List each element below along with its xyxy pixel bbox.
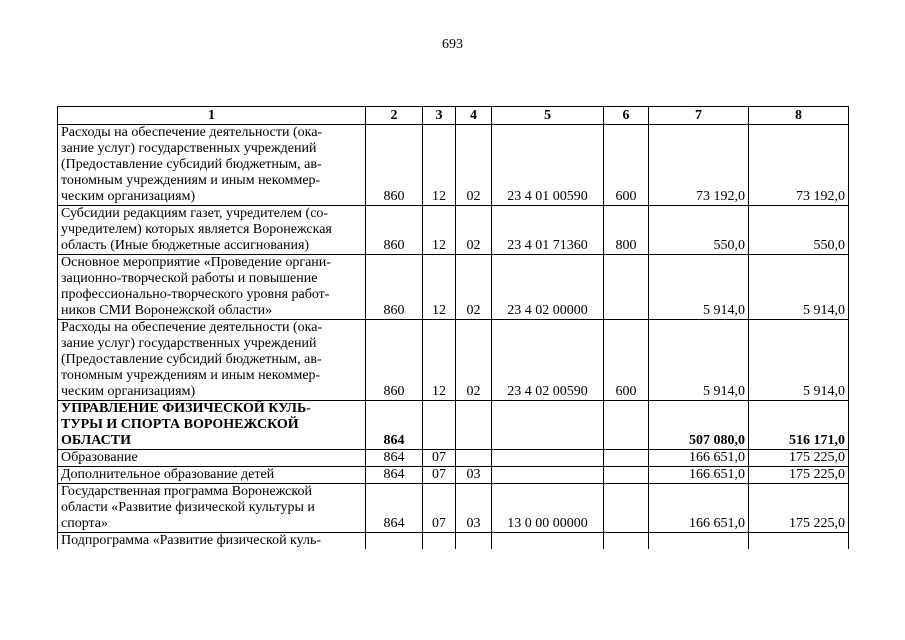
amount-year-1: 507 080,0	[649, 401, 749, 450]
expense-type-code: 800	[604, 206, 649, 255]
amount-year-2: 5 914,0	[749, 320, 849, 401]
chapter-code: 860	[366, 206, 423, 255]
target-article-code: 23 4 02 00590	[492, 320, 604, 401]
amount-year-1: 5 914,0	[649, 320, 749, 401]
row-name: Дополнительное образование детей	[58, 467, 366, 484]
chapter-code: 860	[366, 320, 423, 401]
table-row	[58, 533, 849, 550]
row-name: Субсидии редакциям газет, учредителем (со- учредителем) которых является Воронежская область (Иные бюджетные ассигнования)	[58, 206, 366, 255]
row-name: Образование	[58, 450, 366, 467]
target-article-code	[492, 467, 604, 484]
target-article-code: 13 0 00 00000	[492, 484, 604, 533]
subsection-code: 03	[456, 484, 492, 533]
amount-year-2: 550,0	[749, 206, 849, 255]
table-row	[58, 401, 849, 450]
row-name: Основное мероприятие «Проведение органи- зационно-творческой работы и повышение профессионально-творческого уровня работ- ников СМИ Воронежской области»	[58, 255, 366, 320]
target-article-code	[492, 401, 604, 450]
table-body	[58, 125, 849, 550]
column-header: 7	[649, 107, 749, 125]
expense-type-code	[604, 255, 649, 320]
row-name: Государственная программа Воронежской области «Развитие физической культуры и спорта»	[58, 484, 366, 533]
amount-year-1: 166 651,0	[649, 467, 749, 484]
expense-type-code	[604, 484, 649, 533]
subsection-code	[456, 450, 492, 467]
subsection-code	[456, 401, 492, 450]
subsection-code: 02	[456, 255, 492, 320]
table-row	[58, 255, 849, 320]
subsection-code: 03	[456, 467, 492, 484]
target-article-code	[492, 450, 604, 467]
section-code: 12	[423, 206, 456, 255]
column-header: 1	[58, 107, 366, 125]
table-row	[58, 467, 849, 484]
row-name: Подпрограмма «Развитие физической куль-	[58, 533, 366, 550]
expense-type-code	[604, 467, 649, 484]
amount-year-2: 516 171,0	[749, 401, 849, 450]
target-article-code: 23 4 02 00000	[492, 255, 604, 320]
target-article-code: 23 4 01 71360	[492, 206, 604, 255]
page-number: 693	[442, 37, 463, 52]
amount-year-2: 5 914,0	[749, 255, 849, 320]
section-code: 12	[423, 255, 456, 320]
section-code	[423, 401, 456, 450]
expense-type-code	[604, 401, 649, 450]
expense-type-code	[604, 450, 649, 467]
amount-year-1: 73 192,0	[649, 125, 749, 206]
column-header: 6	[604, 107, 649, 125]
section-code: 07	[423, 484, 456, 533]
table-row	[58, 450, 849, 467]
amount-year-1: 550,0	[649, 206, 749, 255]
subsection-code: 02	[456, 320, 492, 401]
chapter-code: 864	[366, 401, 423, 450]
budget-table	[57, 106, 849, 549]
amount-year-1: 166 651,0	[649, 450, 749, 467]
section-code: 07	[423, 450, 456, 467]
amount-year-2: 175 225,0	[749, 484, 849, 533]
table-row	[58, 206, 849, 255]
chapter-code: 860	[366, 255, 423, 320]
header-row	[58, 107, 849, 125]
amount-year-2: 175 225,0	[749, 467, 849, 484]
amount-year-2: 175 225,0	[749, 450, 849, 467]
expense-type-code: 600	[604, 125, 649, 206]
column-header: 2	[366, 107, 423, 125]
expense-type-code: 600	[604, 320, 649, 401]
chapter-code: 864	[366, 467, 423, 484]
column-header: 5	[492, 107, 604, 125]
subsection-code: 02	[456, 206, 492, 255]
column-header: 3	[423, 107, 456, 125]
amount-year-1: 5 914,0	[649, 255, 749, 320]
target-article-code: 23 4 01 00590	[492, 125, 604, 206]
chapter-code: 864	[366, 450, 423, 467]
subsection-code: 02	[456, 125, 492, 206]
amount-year-1: 166 651,0	[649, 484, 749, 533]
section-code: 12	[423, 320, 456, 401]
column-header: 8	[749, 107, 849, 125]
row-name: Расходы на обеспечение деятельности (ока- зание услуг) государственных учреждений (Предоставление субсидий бюджетным, ав- тономным учреждениям и иным некоммер- ческим организациям)	[58, 320, 366, 401]
row-name: УПРАВЛЕНИЕ ФИЗИЧЕСКОЙ КУЛЬ- ТУРЫ И СПОРТА ВОРОНЕЖСКОЙ ОБЛАСТИ	[58, 401, 366, 450]
row-name: Расходы на обеспечение деятельности (ока- зание услуг) государственных учреждений (Предоставление субсидий бюджетным, ав- тономным учреждениям и иным некоммер- ческим организациям)	[58, 125, 366, 206]
table-row	[58, 320, 849, 401]
section-code: 12	[423, 125, 456, 206]
chapter-code: 860	[366, 125, 423, 206]
column-header: 4	[456, 107, 492, 125]
chapter-code: 864	[366, 484, 423, 533]
table-row	[58, 484, 849, 533]
table-row	[58, 125, 849, 206]
section-code: 07	[423, 467, 456, 484]
amount-year-2: 73 192,0	[749, 125, 849, 206]
